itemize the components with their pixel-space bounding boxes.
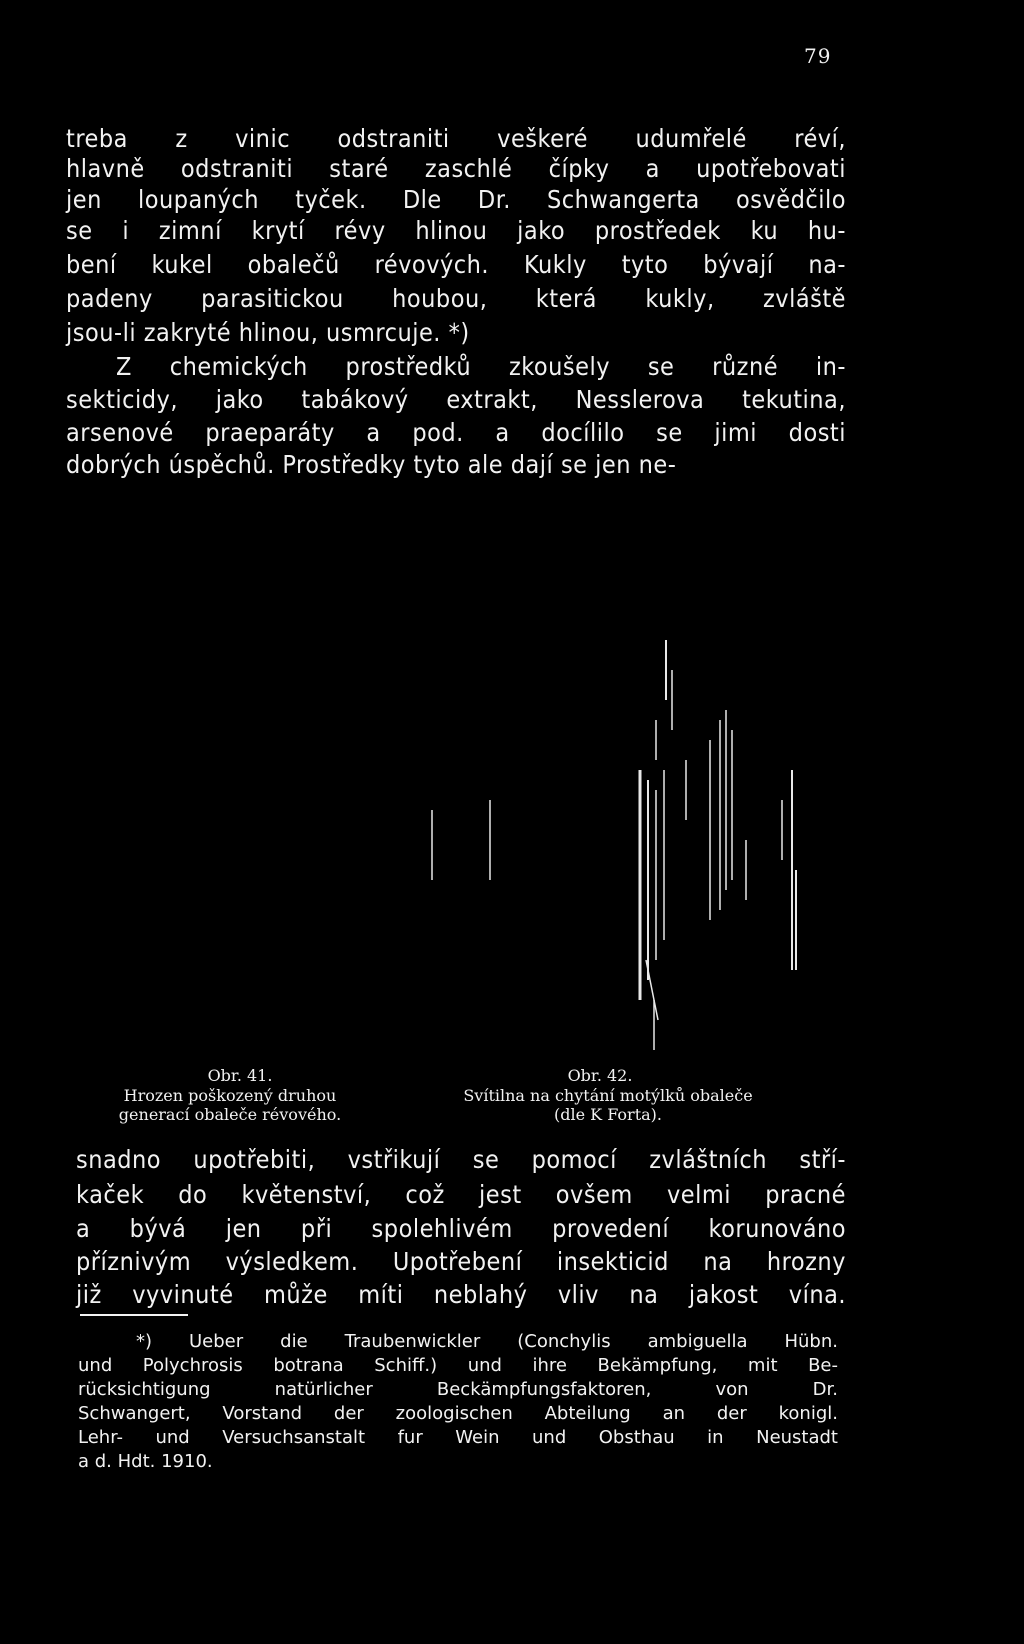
text-line: se i zimní krytí révy hlinou jako prostředek ku hu- [66,216,846,245]
figure-area [60,640,860,1060]
page-number: 79 [804,44,832,68]
fig42-caption-line: Svítilna na chytání motýlků obaleče [463,1086,753,1105]
fig42-label: Obr. 42. [567,1066,633,1085]
fig41-label: Obr. 41. [207,1066,273,1085]
text-line: příznivým výsledkem. Upotřebení insekticid na hrozny [76,1247,846,1276]
text-line: hlavně odstraniti staré zaschlé čípky a upotřebovati [66,154,846,183]
fig41-caption-line: Hrozen poškozený druhou [123,1086,337,1105]
text-line: a bývá jen při spolehlivém provedení korunováno [76,1214,846,1243]
fig42-caption-line: (dle K Forta). [554,1105,662,1124]
text-line: sekticidy, jako tabákový extrakt, Nesslerova tekutina, [66,385,846,414]
figure-lines [60,640,860,1060]
footnote-line: und Polychrosis botrana Schiff.) und ihre Bekämpfung, mit Be- [78,1355,838,1376]
text-line: jsou-li zakryté hlinou, usmrcuje. *) [66,318,470,347]
fig41-caption-line: generací obaleče révového. [118,1105,342,1124]
text-line: Z chemických prostředků zkoušely se různé in- [116,352,846,381]
text-line: již vyvinuté může míti neblahý vliv na jakost vína. [76,1280,846,1309]
text-line: dobrých úspěchů. Prostředky tyto ale dají se jen ne- [66,450,677,479]
text-line: jen loupaných tyček. Dle Dr. Schwangerta osvědčilo [66,185,846,214]
text-line: padeny parasitickou houbou, která kukly, zvláště [66,284,846,313]
text-line: bení kukel obalečů révových. Kukly tyto bývají na- [66,250,846,279]
footnote-line: Lehr- und Versuchsanstalt fur Wein und Obsthau in Neustadt [78,1427,838,1448]
text-line: snadno upotřebiti, vstřikují se pomocí zvláštních stří- [76,1145,846,1174]
fig42-stroke [646,960,658,1020]
footnote-line: *) Ueber die Traubenwickler (Conchylis ambiguella Hübn. [136,1331,838,1352]
footnote-rule [80,1314,188,1316]
footnote-line: a d. Hdt. 1910. [78,1451,213,1472]
text-line: treba z vinic odstraniti veškeré udumřelé réví, [66,124,846,153]
footnote-line: Schwangert, Vorstand der zoologischen Abteilung an der konigl. [78,1403,838,1424]
text-line: arsenové praeparáty a pod. a docílilo se jimi dosti [66,418,846,447]
text-line: kaček do květenství, což jest ovšem velmi pracné [76,1180,846,1209]
footnote-line: rücksichtigung natürlicher Beckämpfungsfaktoren, von Dr. [78,1379,838,1400]
